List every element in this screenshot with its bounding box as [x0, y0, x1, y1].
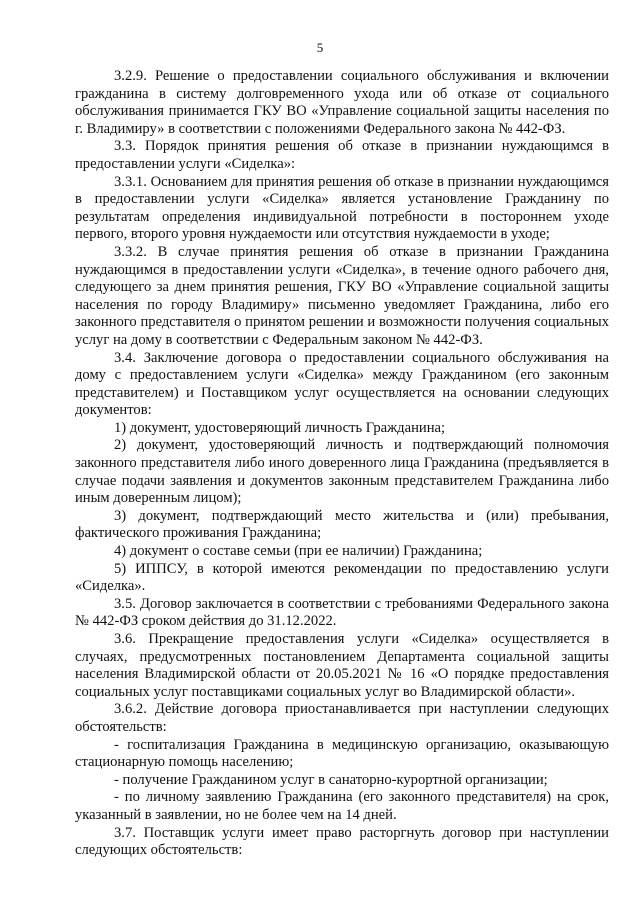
paragraph-3-6-2: 3.6.2. Действие договора приостанавливается при наступлении следующих обстоятельств: [75, 701, 609, 735]
paragraph-3-3-1: 3.3.1. Основанием для принятия решения об отказе в признании нуждающимся в предоставлении услуги «Сиделка» является установление Гражданину по результатам определения индивидуальной потребности в постороннем уходе первого, второго уровня нуждаемости или отсутствия нуждаемости в уходе; [75, 173, 609, 243]
list-item-document-3: 3) документ, подтверждающий место жительства и (или) пребывания, фактического проживания Гражданина; [75, 507, 609, 542]
paragraph-3-3: 3.3. Порядок принятия решения об отказе в признании нуждающимся в предоставлении услуги «Сиделка»: [75, 138, 609, 172]
paragraph-3-5: 3.5. Договор заключается в соответствии с требованиями Федерального закона № 442-ФЗ сроком действия до 31.12.2022. [75, 595, 609, 630]
paragraph-3-7: 3.7. Поставщик услуги имеет право расторгнуть договор при наступлении следующих обстоятельств: [75, 824, 609, 859]
paragraph-3-2-9: 3.2.9. Решение о предоставлении социального обслуживания и включении гражданина в систему долговременного ухода или об отказе от социального обслуживания принимается ГКУ ВО «Управление социальной защиты населения по г. Владимиру» в соответствии с положениями Федерального закона № 442-ФЗ. [75, 68, 609, 137]
document-body [75, 68, 609, 860]
paragraph-3-4: 3.4. Заключение договора о предоставлении социального обслуживания на дому с предоставлением услуги «Сиделка» между Гражданином (его законным представителем) и Поставщиком услуг осуществляется на основании следующих документов: [75, 349, 609, 419]
list-item-document-4: 4) документ о составе семьи (при ее наличии) Гражданина; [114, 543, 483, 560]
paragraph-3-6: 3.6. Прекращение предоставления услуги «Сиделка» осуществляется в случаях, предусмотренных постановлением Департамента социальной защиты населения Владимирской области от 20.05.2021 № 16 «О порядке предоставления социальных услуг поставщиками социальных услуг во Владимирской области». [75, 631, 609, 700]
paragraph-3-3-2: 3.3.2. В случае принятия решения об отказе в признании Гражданина нуждающимся в предоставлении услуги «Сиделка», в течение одного рабочего дня, следующего за днем принятия решения, ГКУ ВО «Управление социальной защиты населения по городу Владимиру» письменно уведомляет Гражданина, либо его законного представителя о принятом решении и возможности получения социальных услуг на дому в соответствии с Федеральным законом № 442-ФЗ. [75, 243, 609, 348]
list-item-suspension-2: - получение Гражданином услуг в санаторно-курортной организации; [114, 771, 548, 788]
page-number: 5 [316, 40, 324, 55]
list-item-document-2: 2) документ, удостоверяющий личность и подтверждающий полномочия законного представителя либо иного доверенного лица Гражданина (предъявляется в случае подачи заявления и документов законным представителем Гражданина либо иным доверенным лицом); [75, 437, 609, 507]
list-item-document-1: 1) документ, удостоверяющий личность Гражданина; [114, 419, 446, 436]
list-item-suspension-3: - по личному заявлению Гражданина (его законного представителя) на срок, указанный в заявлении, но не более чем на 14 дней. [75, 789, 609, 823]
list-item-suspension-1: - госпитализация Гражданина в медицинскую организацию, оказывающую стационарную помощь населению; [75, 736, 609, 771]
list-item-document-5: 5) ИППСУ, в которой имеются рекомендации по предоставлению услуги «Сиделка». [75, 560, 609, 595]
